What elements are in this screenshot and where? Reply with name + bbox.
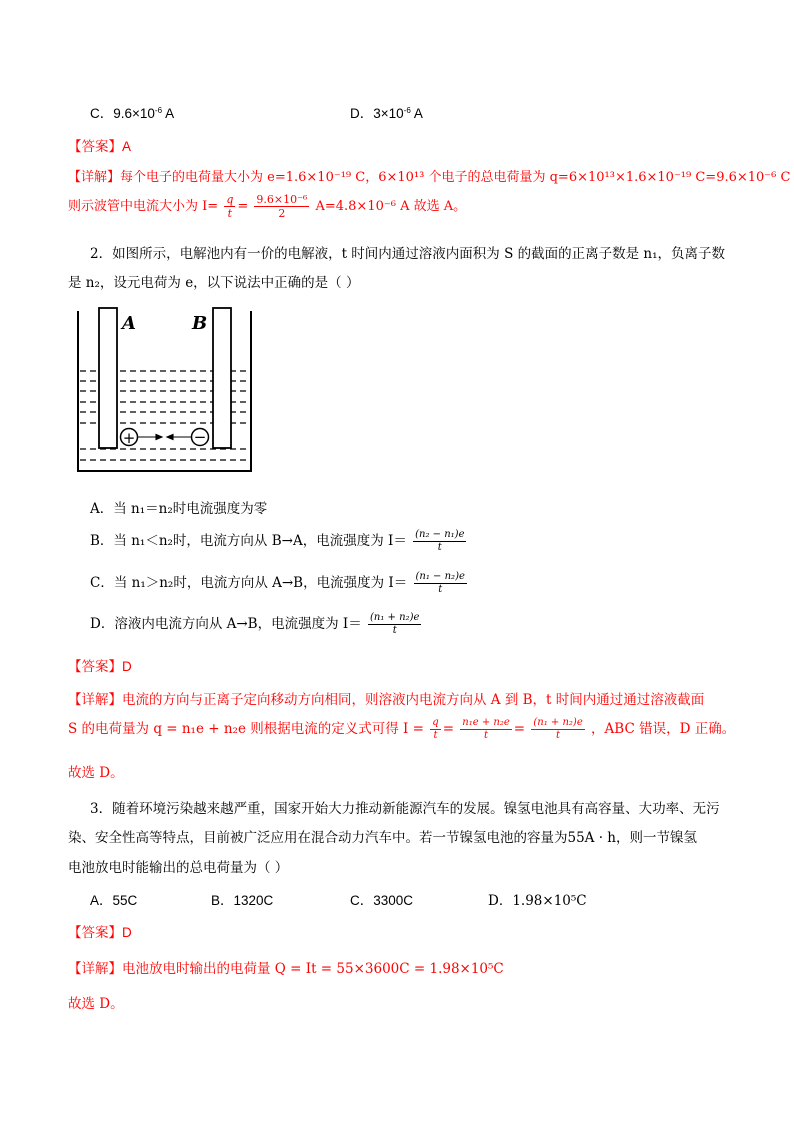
frac-numerator: (n₁ + n₂)e xyxy=(533,717,583,728)
electrode-b-label: B xyxy=(192,313,208,334)
q3-option-d: D．1.98×10⁵C xyxy=(488,893,587,909)
q2-option-b-fraction xyxy=(413,529,466,554)
frac-numerator: q xyxy=(432,717,439,728)
q3-option-a: A．55C xyxy=(90,893,138,908)
q1-option-c-value: 9.6×10 xyxy=(113,106,155,121)
positive-ion-sign: + xyxy=(122,429,136,447)
q2-conclusion: 故选 D。 xyxy=(68,765,124,781)
frac-denominator: 2 xyxy=(278,207,286,220)
q1-answer xyxy=(68,135,131,155)
q1-option-d-value: 3×10 xyxy=(373,106,404,121)
answer-tag: 【答案】 xyxy=(68,139,122,155)
q1-detail-text: 每个电子的电荷量大小为 e=1.6×10⁻¹⁹ C，6×10¹³ 个电子的总电荷量为 q=6×10¹³×1.6×10⁻¹⁹ C=9.6×10⁻⁶ C xyxy=(120,170,791,185)
detail-tag: 【详解】 xyxy=(68,692,122,708)
q3-detail xyxy=(68,957,504,977)
q2-option-c-text: C．当 n₁＞n₂时，电流方向从 A→B，电流强度为 I＝ xyxy=(90,575,408,591)
q1-option-c-label: C． xyxy=(90,106,114,121)
electrode-b xyxy=(213,308,231,448)
q2-option-d-text: D．溶液内电流方向从 A→B，电流强度为 I＝ xyxy=(90,616,362,632)
answer-value: A xyxy=(122,139,132,154)
q2-detail-text: 电流的方向与正离子定向移动方向相同，则溶液内电流方向从 A 到 B，t 时间内通过通过溶液截面 xyxy=(122,692,705,708)
frac-numerator: (n₁ + n₂)e xyxy=(370,612,420,623)
answer-tag: 【答案】 xyxy=(68,925,122,941)
q2-detail-prefix: S 的电荷量为 q = n₁e + n₂e 则根据电流的定义式可得 I = xyxy=(68,721,424,737)
frac-numerator: 9.6×10⁻⁶ xyxy=(256,193,308,206)
frac-numerator: (n₂ − n₁)e xyxy=(415,529,465,540)
q1-option-d-exp: -6 xyxy=(403,106,411,115)
electrode-a xyxy=(99,308,117,448)
detail-tag: 【详解】 xyxy=(68,961,122,977)
frac-denominator: t xyxy=(392,625,397,636)
q1-detail-line1 xyxy=(68,166,790,185)
answer-tag: 【答案】 xyxy=(68,659,122,675)
q1-detail-prefix: 则示波管中电流大小为 I= xyxy=(68,199,219,214)
electrolytic-cell-figure xyxy=(72,305,257,477)
q3-option-c: C．3300C xyxy=(350,893,414,908)
detail-tag: 【详解】 xyxy=(68,170,121,185)
q2-option-b-text: B．当 n₁＜n₂时，电流方向从 B→A，电流强度为 I＝ xyxy=(90,533,407,549)
q2-detail-line1 xyxy=(68,688,704,708)
q1-fraction-q-over-t xyxy=(224,193,235,220)
q2-option-c xyxy=(90,571,469,596)
answer-value: D xyxy=(122,659,132,674)
q1-fraction-values xyxy=(254,193,309,220)
q2-option-b xyxy=(90,529,468,554)
q1-option-d-label: D． xyxy=(350,106,374,121)
q3-option-b: B．1320C xyxy=(211,893,274,908)
frac-denominator: t xyxy=(227,207,233,220)
ion-motion-arrows xyxy=(138,435,191,440)
q3-stem-line1: 3．随着环境污染越来越严重，国家开始大力推动新能源汽车的发展。镍氢电池具有高容量、大功率、无污 xyxy=(90,801,720,817)
frac-numerator: (n₁ − n₂)e xyxy=(415,571,465,582)
electrode-a-label: A xyxy=(122,313,136,334)
q2-detail-fraction-1 xyxy=(430,717,440,742)
q1-option-c xyxy=(90,102,174,122)
q3-answer xyxy=(68,921,132,941)
q2-answer xyxy=(68,655,132,675)
q2-stem-line2: 是 n₂，设元电荷为 e，以下说法中正确的是（ ） xyxy=(68,275,360,291)
frac-denominator: t xyxy=(556,730,561,741)
q2-detail-line2: S 的电荷量为 q = n₁e + n₂e 则根据电流的定义式可得 I = $\frac{q}{t}$ = $\frac{\text{n₁e + n₂e}}{t}$ = $\frac{\text{(n₁ + n₂)e}}{t}$ ，ABC 错误，D 正确。 xyxy=(68,717,736,741)
q2-detail-result: ，ABC 错误，D 正确。 xyxy=(591,721,736,737)
q3-stem-line2: 染、安全性高等特点，目前被广泛应用在混合动力汽车中。若一节镍氢电池的容量为55A · h，则一节镍氢 xyxy=(68,830,697,846)
q3-detail-text: 电池放电时输出的电荷量 Q = It = 55×3600C = 1.98×10⁵C xyxy=(122,961,504,977)
q2-option-d-fraction xyxy=(368,612,421,637)
q1-detail-result: A=4.8×10⁻⁶ A 故选 A。 xyxy=(315,199,467,214)
frac-denominator: t xyxy=(438,584,443,595)
q2-detail-fraction-2 xyxy=(460,717,511,742)
frac-numerator: n₁e + n₂e xyxy=(462,717,510,728)
frac-denominator: t xyxy=(484,730,489,741)
q2-stem-line1: 2．如图所示，电解池内有一价的电解液，t 时间内通过溶液内面积为 S 的截面的正离子数是 n₁，负离子数 xyxy=(90,246,726,262)
q2-detail-fraction-3 xyxy=(531,717,584,742)
q3-stem-line3: 电池放电时能输出的总电荷量为（ ） xyxy=(68,860,289,876)
negative-ion-sign: − xyxy=(193,428,207,446)
frac-denominator: t xyxy=(433,730,438,741)
q1-option-d xyxy=(350,102,423,122)
q1-option-d-unit: A xyxy=(413,106,423,121)
frac-denominator: t xyxy=(437,542,442,553)
answer-value: D xyxy=(122,925,132,940)
q2-option-d xyxy=(90,612,423,637)
q1-option-c-exp: -6 xyxy=(154,106,163,115)
q1-option-c-unit: A xyxy=(165,106,175,121)
q2-option-a: A．当 n₁＝n₂时电流强度为零 xyxy=(90,501,268,517)
q2-option-c-fraction xyxy=(414,571,467,596)
q3-conclusion: 故选 D。 xyxy=(68,996,124,1012)
frac-numerator: q xyxy=(226,193,234,206)
q1-detail-line2: 则示波管中电流大小为 I= $\frac{q}{t}$ = $\frac{\text{9.6×10⁻⁶}}{2}$ A=4.8×10⁻⁶ A 故选 A。 xyxy=(68,193,467,220)
